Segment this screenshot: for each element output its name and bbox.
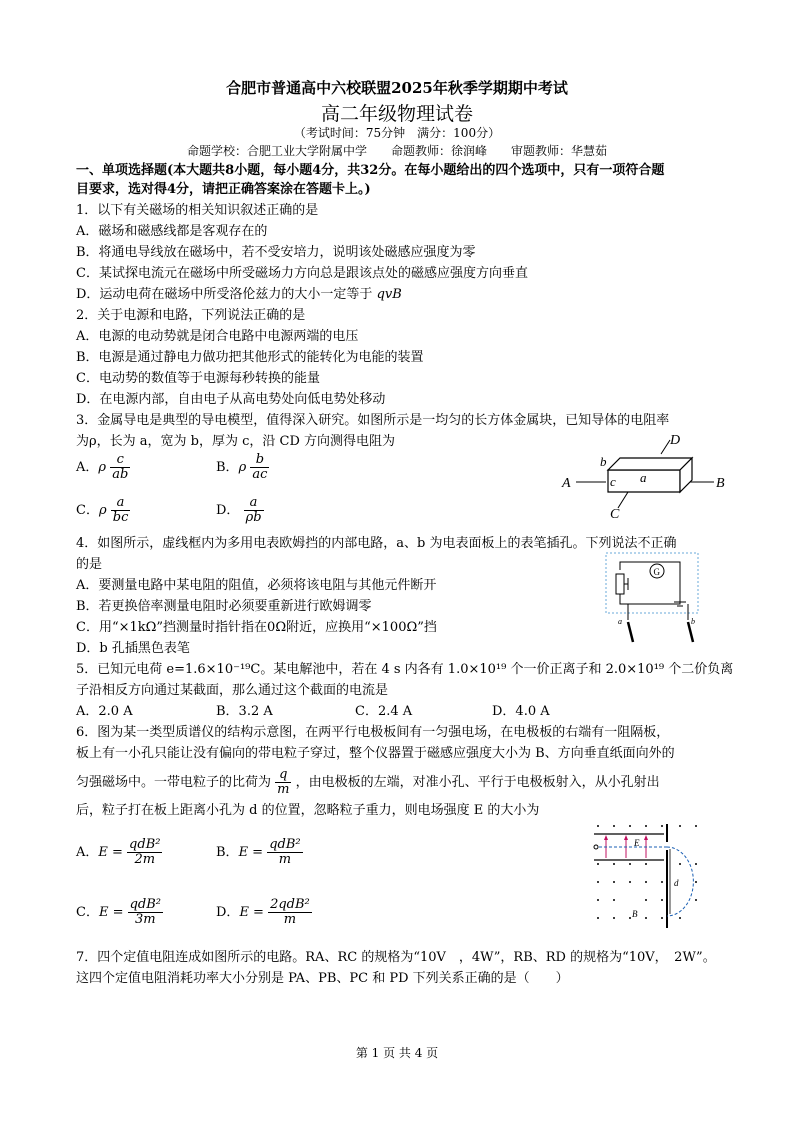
section-heading: 一、单项选择题(本大题共8小题，每小题4分，共32分。在每小题给出的四个选项中，只有一项符合题: [76, 163, 665, 178]
q3-label-a-end: A: [562, 476, 571, 491]
q6-field-e-label: E: [634, 838, 640, 848]
q4-option-c: C．用“×1kΩ”挡测量时指针指在0Ω附近，应换用“×100Ω”挡: [76, 620, 437, 635]
q6-option-c: C．E = $\frac{\text{qdB²}}{3m}$: [76, 897, 162, 927]
q5-stem: 5．已知元电荷 e=1.6×10⁻¹⁹C。某电解池中，若在 4 s 内各有 1.0×10¹⁹ 个一价正离子和 2.0×10¹⁹ 个二价负离: [76, 662, 734, 677]
q5-option-c: C．2.4 A: [355, 704, 413, 719]
q1-option-b: B．将通电导线放在磁场中，若不受安培力，说明该处磁感应强度为零: [76, 245, 476, 260]
q4-galvanometer-label: G: [653, 567, 660, 577]
q6-stem-line2: 板上有一小孔只能让没有偏向的带电粒子穿过，整个仪器置于磁感应强度大小为 B、方向垂直纸面向外的: [76, 746, 675, 761]
q6-option-b: B．E = $\frac{\text{qdB²}}{m}$: [216, 837, 301, 867]
section-heading-line2: 目要求，选对得4分，请把正确答案涂在答题卡上。): [76, 182, 371, 197]
q2-option-b: B．电源是通过静电力做功把其他形式的能转化为电能的装置: [76, 350, 424, 365]
q6-option-a: A．E = $\frac{\text{qdB²}}{2m}$: [76, 837, 161, 867]
q1-option-c: C．某试探电流元在磁场中所受磁场力方向总是跟该点处的磁感应强度方向垂直: [76, 266, 528, 281]
q2-option-a: A．电源的电动势就是闭合电路中电源两端的电压: [76, 329, 359, 344]
q3-option-b: B．ρ $\frac{b}{ac}$: [216, 452, 268, 482]
q6-field-b-label: B: [632, 909, 638, 919]
q5-option-a: A．2.0 A: [76, 704, 133, 719]
q3-label-width: b: [600, 454, 607, 469]
exam-info: （考试时间：75分钟 满分：100分）: [293, 126, 501, 140]
q2-option-c: C．电动势的数值等于电源每秒转换的能量: [76, 371, 320, 386]
q4-jack-a-label: a: [618, 617, 622, 626]
q6-option-d: D．E = $\frac{\text{2qdB²}}{m}$: [216, 897, 310, 927]
q1-option-a: A．磁场和磁感线都是客观存在的: [76, 224, 268, 239]
q4-stem: 4．如图所示，虚线框内为多用电表欧姆挡的内部电路，a、b 为电表面板上的表笔插孔。下列说法不正确: [76, 536, 677, 551]
q1-stem: 1．以下有关磁场的相关知识叙述正确的是: [76, 203, 319, 218]
q1-option-d: D．运动电荷在磁场中所受洛伦兹力的大小一定等于 qvB: [76, 287, 402, 302]
q7-stem-line2: 这四个定值电阻消耗功率大小分别是 PA、PB、PC 和 PD 下列关系正确的是（ ）: [76, 971, 569, 986]
q6-distance-label: d: [674, 878, 679, 888]
q3-label-length: a: [640, 470, 647, 485]
q3-block-figure: [556, 432, 736, 522]
q2-option-d: D．在电源内部，自由电子从高电势处向低电势处移动: [76, 392, 386, 407]
q3-label-c-end: C: [610, 507, 620, 522]
q4-ohmmeter-figure: [600, 550, 704, 650]
creator-info: 命题学校：合肥工业大学附属中学 命题教师：徐润峰 审题教师：华慧茹: [186, 144, 607, 158]
q4-option-a: A．要测量电路中某电阻的阻值，必须将该电阻与其他元件断开: [76, 578, 437, 593]
q3-stem: 3．金属导电是典型的导电模型，值得深入研究。如图所示是一均匀的长方体金属块，已知导体的电阻率: [76, 413, 670, 428]
q3-option-c: C．ρ $\frac{a}{bc}$: [76, 495, 129, 525]
q7-stem: 7．四个定值电阻连成如图所示的电路。RA、RC 的规格为“10V ，4W”，RB、RD 的规格为“10V， 2W”。: [76, 950, 716, 965]
q6-stem: 6．图为某一类型质谱仪的结构示意图，在两平行电极板间有一匀强电场，在电极板的右端有一阻隔板，: [76, 725, 670, 740]
q3-label-b-end: B: [716, 476, 725, 491]
q3-option-a: A．ρ $\frac{c}{ab}$: [76, 452, 129, 482]
q2-stem: 2．关于电源和电路，下列说法正确的是: [76, 308, 306, 323]
q6-stem-line3: 匀强磁场中。一带电粒子的比荷为 $\frac{q}{m}$ ，由电极板的左端，对准小孔、平行于电极板射入，从小孔射出: [76, 767, 660, 797]
q5-option-b: B．3.2 A: [216, 704, 273, 719]
q6-stem-line4: 后，粒子打在板上距离小孔为 d 的位置，忽略粒子重力，则电场强度 E 的大小为: [76, 803, 540, 818]
q4-stem-line2: 的是: [76, 557, 103, 572]
q4-option-b: B．若更换倍率测量电阻时必须要重新进行欧姆调零: [76, 599, 372, 614]
q4-jack-b-label: b: [691, 617, 695, 626]
q4-option-d: D．b 孔插黑色表笔: [76, 641, 190, 656]
q5-option-d: D．4.0 A: [492, 704, 550, 719]
paper-title: 高二年级物理试卷: [320, 103, 473, 125]
q3-label-d-end: D: [670, 433, 681, 448]
q3-stem-line2: 为ρ，长为 a，宽为 b，厚为 c，沿 CD 方向测得电阻为: [76, 434, 396, 449]
q3-option-d: D． $\frac{a}{\rho b}$: [216, 495, 262, 525]
exam-title: 合肥市普通高中六校联盟2025年秋季学期期中考试: [226, 79, 568, 97]
q6-spectrometer-figure: [590, 820, 720, 932]
q3-label-thickness: c: [610, 474, 616, 489]
page-number: 第 1 页 共 4 页: [355, 1046, 439, 1060]
q5-stem-line2: 子沿相反方向通过某截面，那么通过这个截面的电流是: [76, 683, 389, 698]
